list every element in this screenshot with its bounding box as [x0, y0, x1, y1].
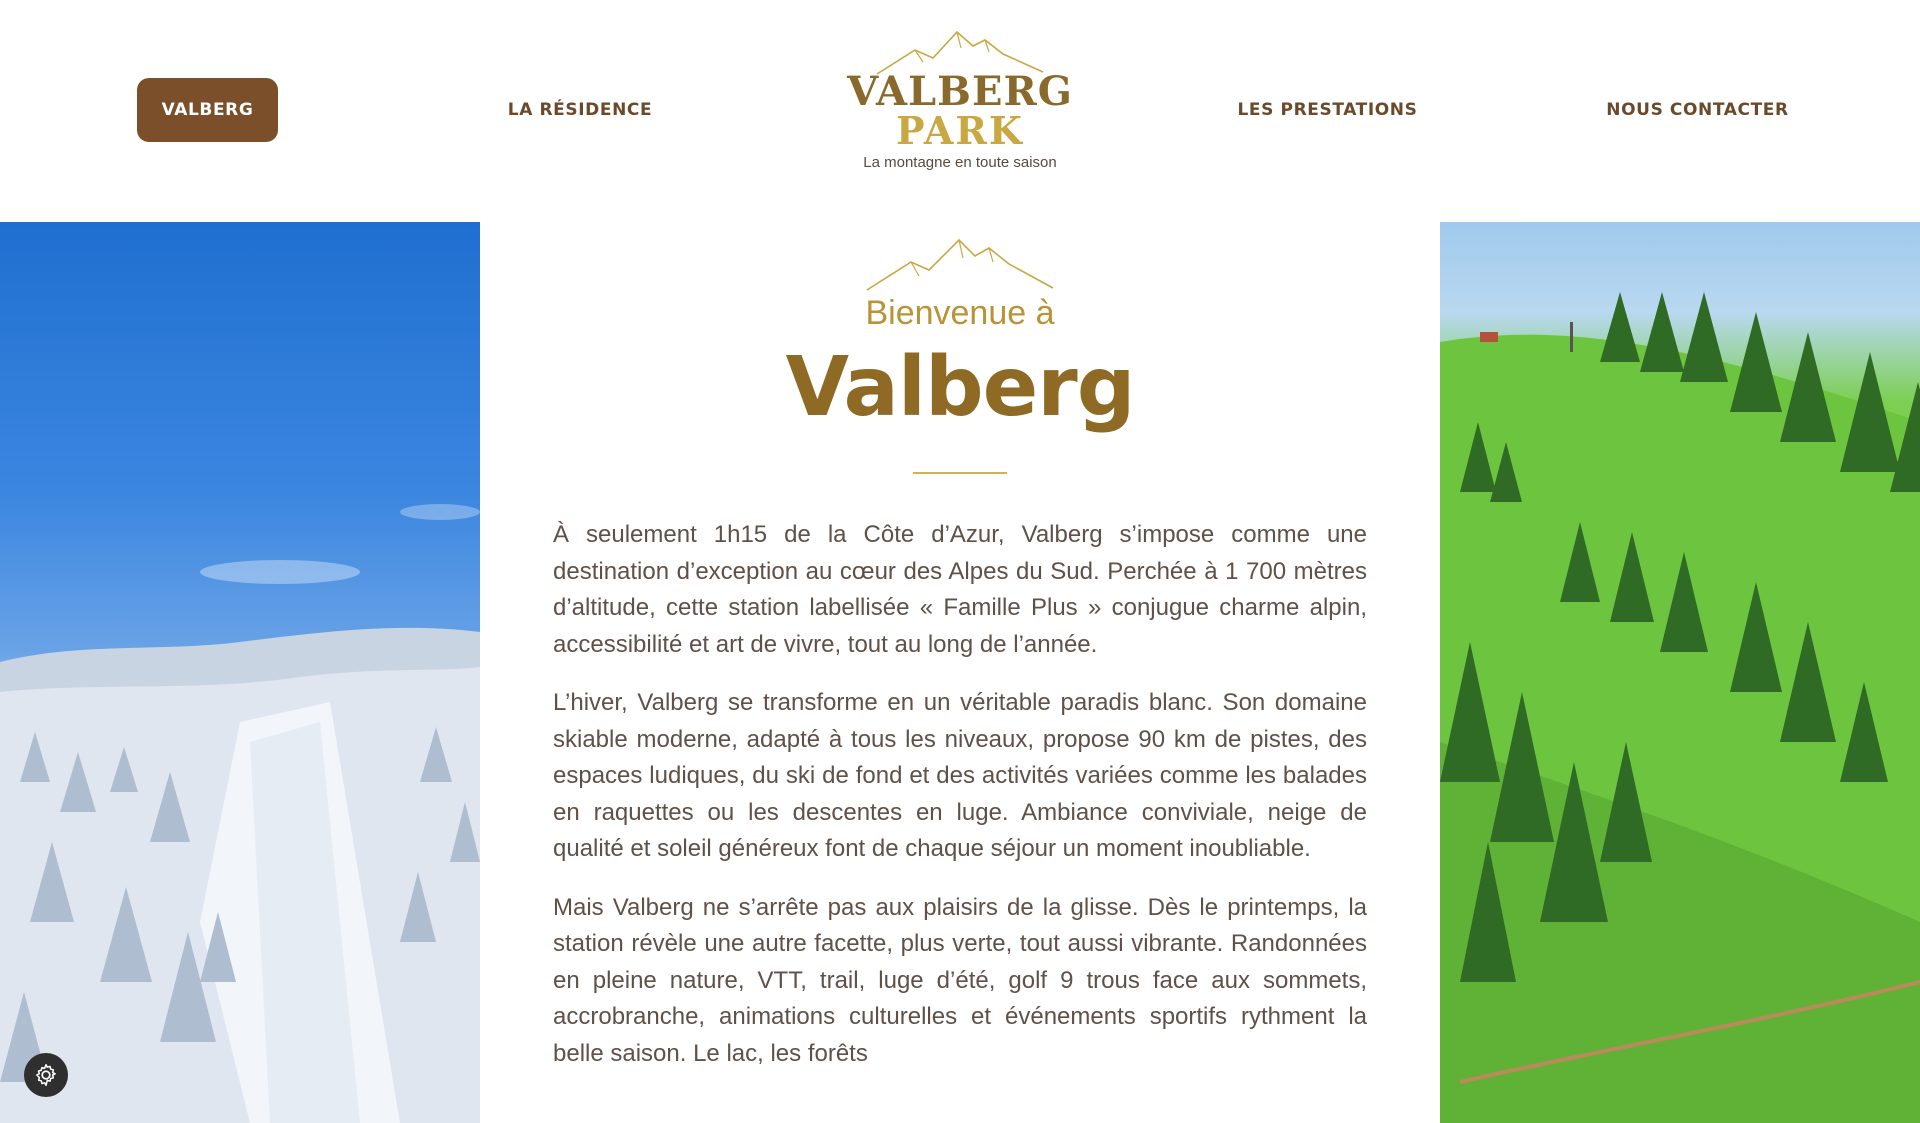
logo-wordmark-valberg: VALBERG	[847, 68, 1073, 115]
welcome-subtitle: Bienvenue à	[865, 294, 1055, 332]
intro-text	[553, 517, 1367, 1094]
nav-nous-contacter[interactable]: NOUS CONTACTER	[1606, 100, 1789, 120]
summer-meadow-image	[1440, 222, 1920, 1123]
nav-valberg[interactable]: VALBERG	[137, 78, 278, 142]
paragraph-winter: L’hiver, Valberg se transforme en un véritable paradis blanc. Son domaine skiable moderne, adapté à tous les niveaux, propose 90 km de pistes, des espaces ludiques, du ski de fond et des activités variées comme les balades en raquettes ou les descentes en luge. Ambiance conviviale, neige de qualité et soleil généreux font de chaque séjour un moment inoubliable.	[553, 689, 1367, 862]
welcome-section	[480, 222, 1440, 1123]
site-header	[0, 0, 1920, 222]
nav-la-residence[interactable]: LA RÉSIDENCE	[507, 100, 653, 120]
settings-button[interactable]	[24, 1053, 68, 1097]
nav-les-prestations[interactable]: LES PRESTATIONS	[1237, 100, 1418, 120]
logo-wordmark-park: PARK	[896, 108, 1024, 153]
logo-tagline: La montagne en toute saison	[863, 154, 1057, 171]
mountains-ornament-icon	[865, 234, 1055, 294]
paragraph-summer: Mais Valberg ne s’arrête pas aux plaisirs de la glisse. Dès le printemps, la station révèle une autre facette, plus verte, tout aussi vibrante. Randonnées en pleine nature, VTT, trail, luge d’été, golf 9 trous face aux sommets, accrobranche, animations culturelles et événements sportifs rythment la belle saison. Le lac, les forêts	[553, 893, 1367, 1067]
summer-landscape-illustration	[1440, 222, 1920, 1123]
gear-icon	[33, 1062, 59, 1088]
title-divider	[913, 472, 1007, 474]
paragraph-intro: À seulement 1h15 de la Côte d’Azur, Valberg s’impose comme une destination d’exception au cœur des Alpes du Sud. Perchée à 1 700 mètres d’altitude, cette station labellisée « Famille Plus » conjugue charme alpin, accessibilité et art de vivre, tout au long de l’année.	[553, 521, 1367, 658]
page-title: Valberg	[785, 340, 1135, 435]
logo[interactable]	[835, 28, 1085, 198]
winter-ski-slope-image	[0, 222, 480, 1123]
winter-landscape-illustration	[0, 222, 480, 1123]
